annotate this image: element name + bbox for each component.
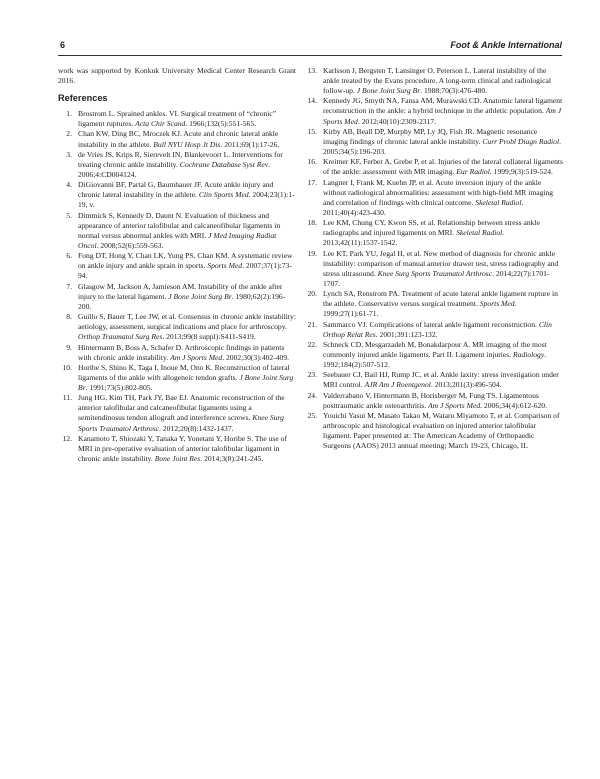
reference-journal: Am J Sports Med: [323, 106, 562, 126]
reference-citation: . 2004;23(1):1-19, v.: [78, 190, 295, 210]
reference-citation: . 2006;34(4):612-620.: [480, 400, 547, 410]
reference-citation: . 2013;42(11):1537-1542.: [323, 228, 505, 248]
reference-text: [78, 180, 295, 209]
reference-text: [323, 127, 561, 156]
reference-text: [323, 289, 558, 318]
reference-citation: . 2011;69(1):17-26.: [220, 139, 280, 149]
reference-journal: Orthop Traumatol Surg Res: [78, 332, 163, 342]
reference-number: 20.: [307, 289, 317, 299]
reference-item: [303, 340, 563, 370]
reference-item: [58, 363, 296, 393]
reference-text: [78, 434, 287, 463]
references-heading: References: [58, 93, 108, 104]
reference-journal: J Med Imaging Radiat Oncol: [78, 230, 277, 250]
reference-journal: Skeletal Radiol: [475, 197, 522, 207]
reference-text: [323, 218, 540, 247]
reference-item: [58, 343, 296, 363]
reference-authors-title: Kanamoto T, Shiozaki Y, Tanaka Y, Yonetani Y, Horibe S. The use of MRI in pre-operative evaluation of anterior talofibular ligament in chronic ankle instability.: [78, 433, 287, 463]
reference-authors-title: Chan KW, Ding BC, Mroczek KJ. Acute and chronic lateral ankle instability in the athlete.: [78, 129, 279, 149]
reference-citation: . 2007;37(1):73-94.: [78, 261, 292, 281]
reference-number: 19.: [307, 248, 317, 258]
reference-item: [303, 127, 563, 157]
reference-number: 9.: [66, 342, 72, 352]
reference-journal: Knee Surg Sports Traumatol Arthrosc: [377, 268, 493, 278]
reference-citation: . 2013;99(8 suppl):S411-S419.: [162, 332, 256, 342]
reference-citation: . 2006;4:CD004124.: [78, 159, 271, 179]
reference-text: [78, 150, 283, 179]
reference-authors-title: Lynch SA, Renstrom PA. Treatment of acute lateral ankle ligament rupture in the athlete. Conservative versus surgical treatment.: [323, 289, 558, 309]
reference-number: 3.: [66, 149, 72, 159]
reference-citation: . 2014;22(7):1701-1707.: [323, 268, 550, 288]
reference-number: 16.: [307, 157, 317, 167]
reference-text: [78, 211, 280, 250]
reference-number: 25.: [307, 411, 317, 421]
reference-authors-title: Kirby AB, Beall DP, Murphy MP, Ly JQ, Fish JR. Magnetic resonance imaging findings of chronic lateral ankle instability.: [323, 126, 538, 146]
reference-authors-title: DiGiovanni BF, Partal G, Baumhauer JF. Acute ankle injury and chronic lateral instability in the athlete.: [78, 180, 274, 200]
reference-number: 11.: [62, 393, 72, 403]
reference-citation: . 2005;34(5):196-203.: [323, 136, 561, 156]
reference-list-right: [303, 66, 563, 451]
reference-item: [303, 96, 563, 126]
journal-title: Foot & Ankle International: [450, 40, 562, 50]
reference-citation: . 1988;70(3):476-480.: [420, 86, 488, 96]
reference-item: [58, 312, 296, 342]
reference-authors-title: Sammarco VJ. Complications of lateral ankle ligament reconstruction.: [323, 319, 539, 329]
reference-authors-title: de Vries JS, Krips R, Sierevelt IN, Blankevoort L. Interventions for treating chronic ankle instability.: [78, 149, 283, 169]
reference-item: [303, 320, 563, 340]
reference-citation: . 1999;27(1):61-71.: [323, 299, 517, 319]
reference-number: 15.: [307, 126, 317, 136]
reference-item: [303, 370, 563, 390]
reference-journal: Skeletal Radiol: [456, 228, 503, 238]
reference-citation: . 2008;52(6):559-563.: [96, 240, 164, 250]
reference-item: [303, 249, 563, 289]
reference-authors-title: Guillo S, Bauer T, Lee JW, et al. Consensus in chronic ankle instability: aetiology, assessment, surgical indications and place for arthroscopy.: [78, 312, 296, 332]
reference-journal: Cochrane Database Syst Rev: [179, 159, 269, 169]
reference-item: [58, 150, 296, 180]
reference-text: [78, 109, 276, 128]
reference-number: 18.: [307, 218, 317, 228]
reference-item: [303, 178, 563, 218]
reference-citation: . 1966;132(5):551-565.: [185, 119, 257, 129]
reference-citation: . 1980;62(2):196-200.: [78, 291, 286, 311]
reference-item: [58, 434, 296, 464]
right-column: [303, 66, 563, 452]
reference-citation: . 2013;201(3):496-504.: [430, 380, 502, 390]
reference-journal: Am J Sports Med: [428, 400, 481, 410]
reference-journal: Knee Surg Sports Traumatol Arthrosc: [78, 413, 284, 433]
reference-journal: AJR Am J Roentgenol: [364, 380, 431, 390]
reference-journal: Clin Sports Med: [198, 190, 249, 200]
reference-text: [323, 411, 560, 450]
reference-item: [303, 218, 563, 248]
reference-authors-title: Lee KM, Chung CY, Kwon SS, et al. Relationship between stress ankle radiographs and injured ligaments on MRI.: [323, 218, 540, 238]
reference-number: 13.: [307, 66, 317, 75]
reference-text: [78, 363, 293, 392]
reference-citation: . 2012;20(8):1432-1437.: [159, 423, 234, 433]
reference-number: 10.: [62, 362, 72, 372]
reference-item: [58, 393, 296, 433]
reference-authors-title: Seebauer CJ, Bail HJ, Rump JC, et al. Ankle laxity: stress investigation under MRI control.: [323, 370, 559, 390]
reference-citation: . 2012;40(10):2309-2317.: [357, 116, 437, 126]
reference-text: [78, 312, 296, 341]
reference-number: 21.: [307, 319, 317, 329]
reference-item: [58, 109, 296, 129]
reference-authors-title: Kennedy JG, Smyth NA, Fansa AM, Murawski CD. Anatomic lateral ligament reconstruction in the ankle: a hybrid technique in the athletic population.: [323, 96, 563, 116]
funding-statement: work was supported by Konkuk University Medical Center Research Grant 2016.: [58, 66, 296, 86]
reference-item: [58, 180, 296, 210]
reference-citation: . 2014;3(8):241-245.: [200, 453, 264, 463]
reference-item: [58, 251, 296, 281]
reference-journal: Sports Med: [479, 299, 515, 309]
reference-journal: Sports Med: [207, 261, 243, 271]
reference-number: 8.: [66, 312, 72, 322]
reference-number: 23.: [307, 370, 317, 380]
reference-journal: Am J Sports Med: [170, 352, 223, 362]
reference-authors-title: Hintermann B, Boss A, Schafer D. Arthroscopic findings in patients with chronic ankle instability.: [78, 342, 285, 362]
reference-citation: . 1991;73(5):802-805.: [85, 383, 153, 393]
reference-text: [323, 249, 558, 288]
reference-authors-title: Dimmick S, Kennedy D, Daunt N. Evaluation of thickness and appearance of anterior talofibular and calcaneofibular ligaments in normal versus abnormal ankles with MRI.: [78, 210, 281, 240]
reference-item: [58, 211, 296, 251]
reference-journal: Bull NYU Hosp Jt Dis: [153, 139, 221, 149]
reference-journal: Eur Radiol: [456, 167, 490, 177]
reference-authors-title: Schneck CD, Mesgarzadeh M, Bonakdarpour A. MR imaging of the most commonly injured ankle ligaments. Part II. Ligament injuries.: [323, 339, 547, 359]
reference-number: 5.: [66, 210, 72, 220]
reference-authors-title: Valderrabano V, Hintermann B, Horisberger M, Fung TS. Ligamentous posttraumatic ankle osteoarthritis.: [323, 390, 539, 410]
reference-number: 4.: [66, 180, 72, 190]
reference-item: [303, 66, 563, 96]
reference-text: [78, 343, 289, 362]
reference-citation: . 2001;391:123-132.: [375, 329, 438, 339]
reference-journal: Bone Joint Res: [154, 453, 201, 463]
reference-citation: . 2011;40(4):423-430.: [323, 197, 524, 217]
reference-journal: J Bone Joint Surg Br: [356, 86, 421, 96]
reference-text: [323, 320, 552, 339]
reference-authors-title: Horibe S, Shino K, Taga I, Inoue M, Ono K. Reconstruction of lateral ligaments of the ankle with allogeneic tendon grafts.: [78, 362, 290, 382]
reference-number: 7.: [66, 281, 72, 291]
reference-number: 2.: [66, 129, 72, 139]
reference-citation: . 1992;184(2):507-512.: [323, 349, 547, 370]
reference-item: [303, 391, 563, 411]
reference-authors-title: Kreitner KF, Ferber A, Grebe P, et al. Injuries of the lateral collateral ligaments of the ankle: assessment with MR imaging.: [323, 157, 563, 177]
reference-number: 17.: [307, 177, 317, 187]
reference-item: [303, 411, 563, 451]
reference-number: 22.: [307, 339, 317, 349]
reference-item: [303, 289, 563, 319]
reference-journal: Clin Orthop Relat Res: [323, 319, 552, 339]
reference-journal: J Bone Joint Surg Br: [168, 291, 232, 301]
reference-text: [323, 96, 562, 125]
reference-number: 14.: [307, 96, 317, 106]
header-rule: [58, 55, 562, 56]
page-number: 6: [60, 40, 66, 50]
reference-journal: J Bone Joint Surg Br: [78, 372, 294, 393]
reference-authors-title: Brostrom L. Sprained ankles. VI. Surgical treatment of “chronic” ligament ruptures.: [78, 109, 277, 129]
reference-citation: . 1999;9(3):519-524.: [489, 167, 553, 177]
reference-text: [323, 391, 547, 410]
reference-text: [323, 178, 553, 217]
reference-text: [78, 282, 285, 311]
reference-authors-title: Jung HG, Kim TH, Park JY, Bae EJ. Anatomic reconstruction of the anterior talofibular and calcaneofibular ligaments using a semitendinosus tendon allograft and interference screws.: [78, 393, 285, 423]
reference-item: [58, 129, 296, 149]
reference-text: [323, 157, 563, 176]
reference-number: 1.: [66, 109, 72, 119]
reference-authors-title: Glasgow M, Jackson A, Jamieson AM. Instability of the ankle after injury to the lateral ligament.: [78, 281, 283, 301]
reference-number: 6.: [66, 251, 72, 261]
reference-journal: Acta Chir Scand: [135, 119, 186, 129]
reference-text: [78, 251, 293, 280]
reference-text: [323, 66, 551, 95]
reference-authors-title: Lee KT, Park YU, Jegal H, et al. New method of diagnosis for chronic ankle instability: comparison of manual anterior drawer test, stress radiography and stress ultrasound.: [323, 248, 559, 278]
reference-item: [58, 282, 296, 312]
reference-text: [323, 370, 559, 389]
reference-text: [78, 129, 279, 148]
reference-citation: . 2002;30(3):402-409.: [222, 352, 290, 362]
reference-number: 12.: [62, 433, 72, 443]
left-column: [58, 66, 296, 464]
reference-authors-title: Langner I, Frank M, Kuehn JP, et al. Acute inversion injury of the ankle without radiological abnormalities: assessment with high-field MR imaging and correlation of findings with clinical outcome.: [323, 177, 554, 207]
reference-authors-title: Fong DT, Hong Y, Chan LK, Yung PS, Chan KM. A systematic review on ankle injury and ankle sprain in sports.: [78, 251, 293, 271]
reference-journal: Curr Probl Diagn Radiol: [482, 136, 560, 146]
reference-text: [78, 393, 285, 432]
reference-number: 24.: [307, 390, 317, 400]
reference-item: [303, 157, 563, 177]
reference-authors-title: Karlsson J, Bergsten T, Lansinger O, Peterson L. Lateral instability of the ankle treated by the Evans procedure. A long-term clinical and radiological follow-up.: [323, 66, 551, 96]
reference-text: [323, 340, 547, 369]
reference-list-left: [58, 109, 296, 464]
reference-authors-title: Youichi Yasui M, Masato Takao M, Wataru Miyamoto T, et al. Comparison of arthroscopic and histological evaluation on injured anterior talofibular ligament. Paper presented at: The American Academy of Orthopaedic Surgeons (AAOS) 2013 annual meeting; March 19-23, Chicago, IL: [323, 411, 560, 451]
reference-journal: Radiology: [513, 349, 545, 359]
